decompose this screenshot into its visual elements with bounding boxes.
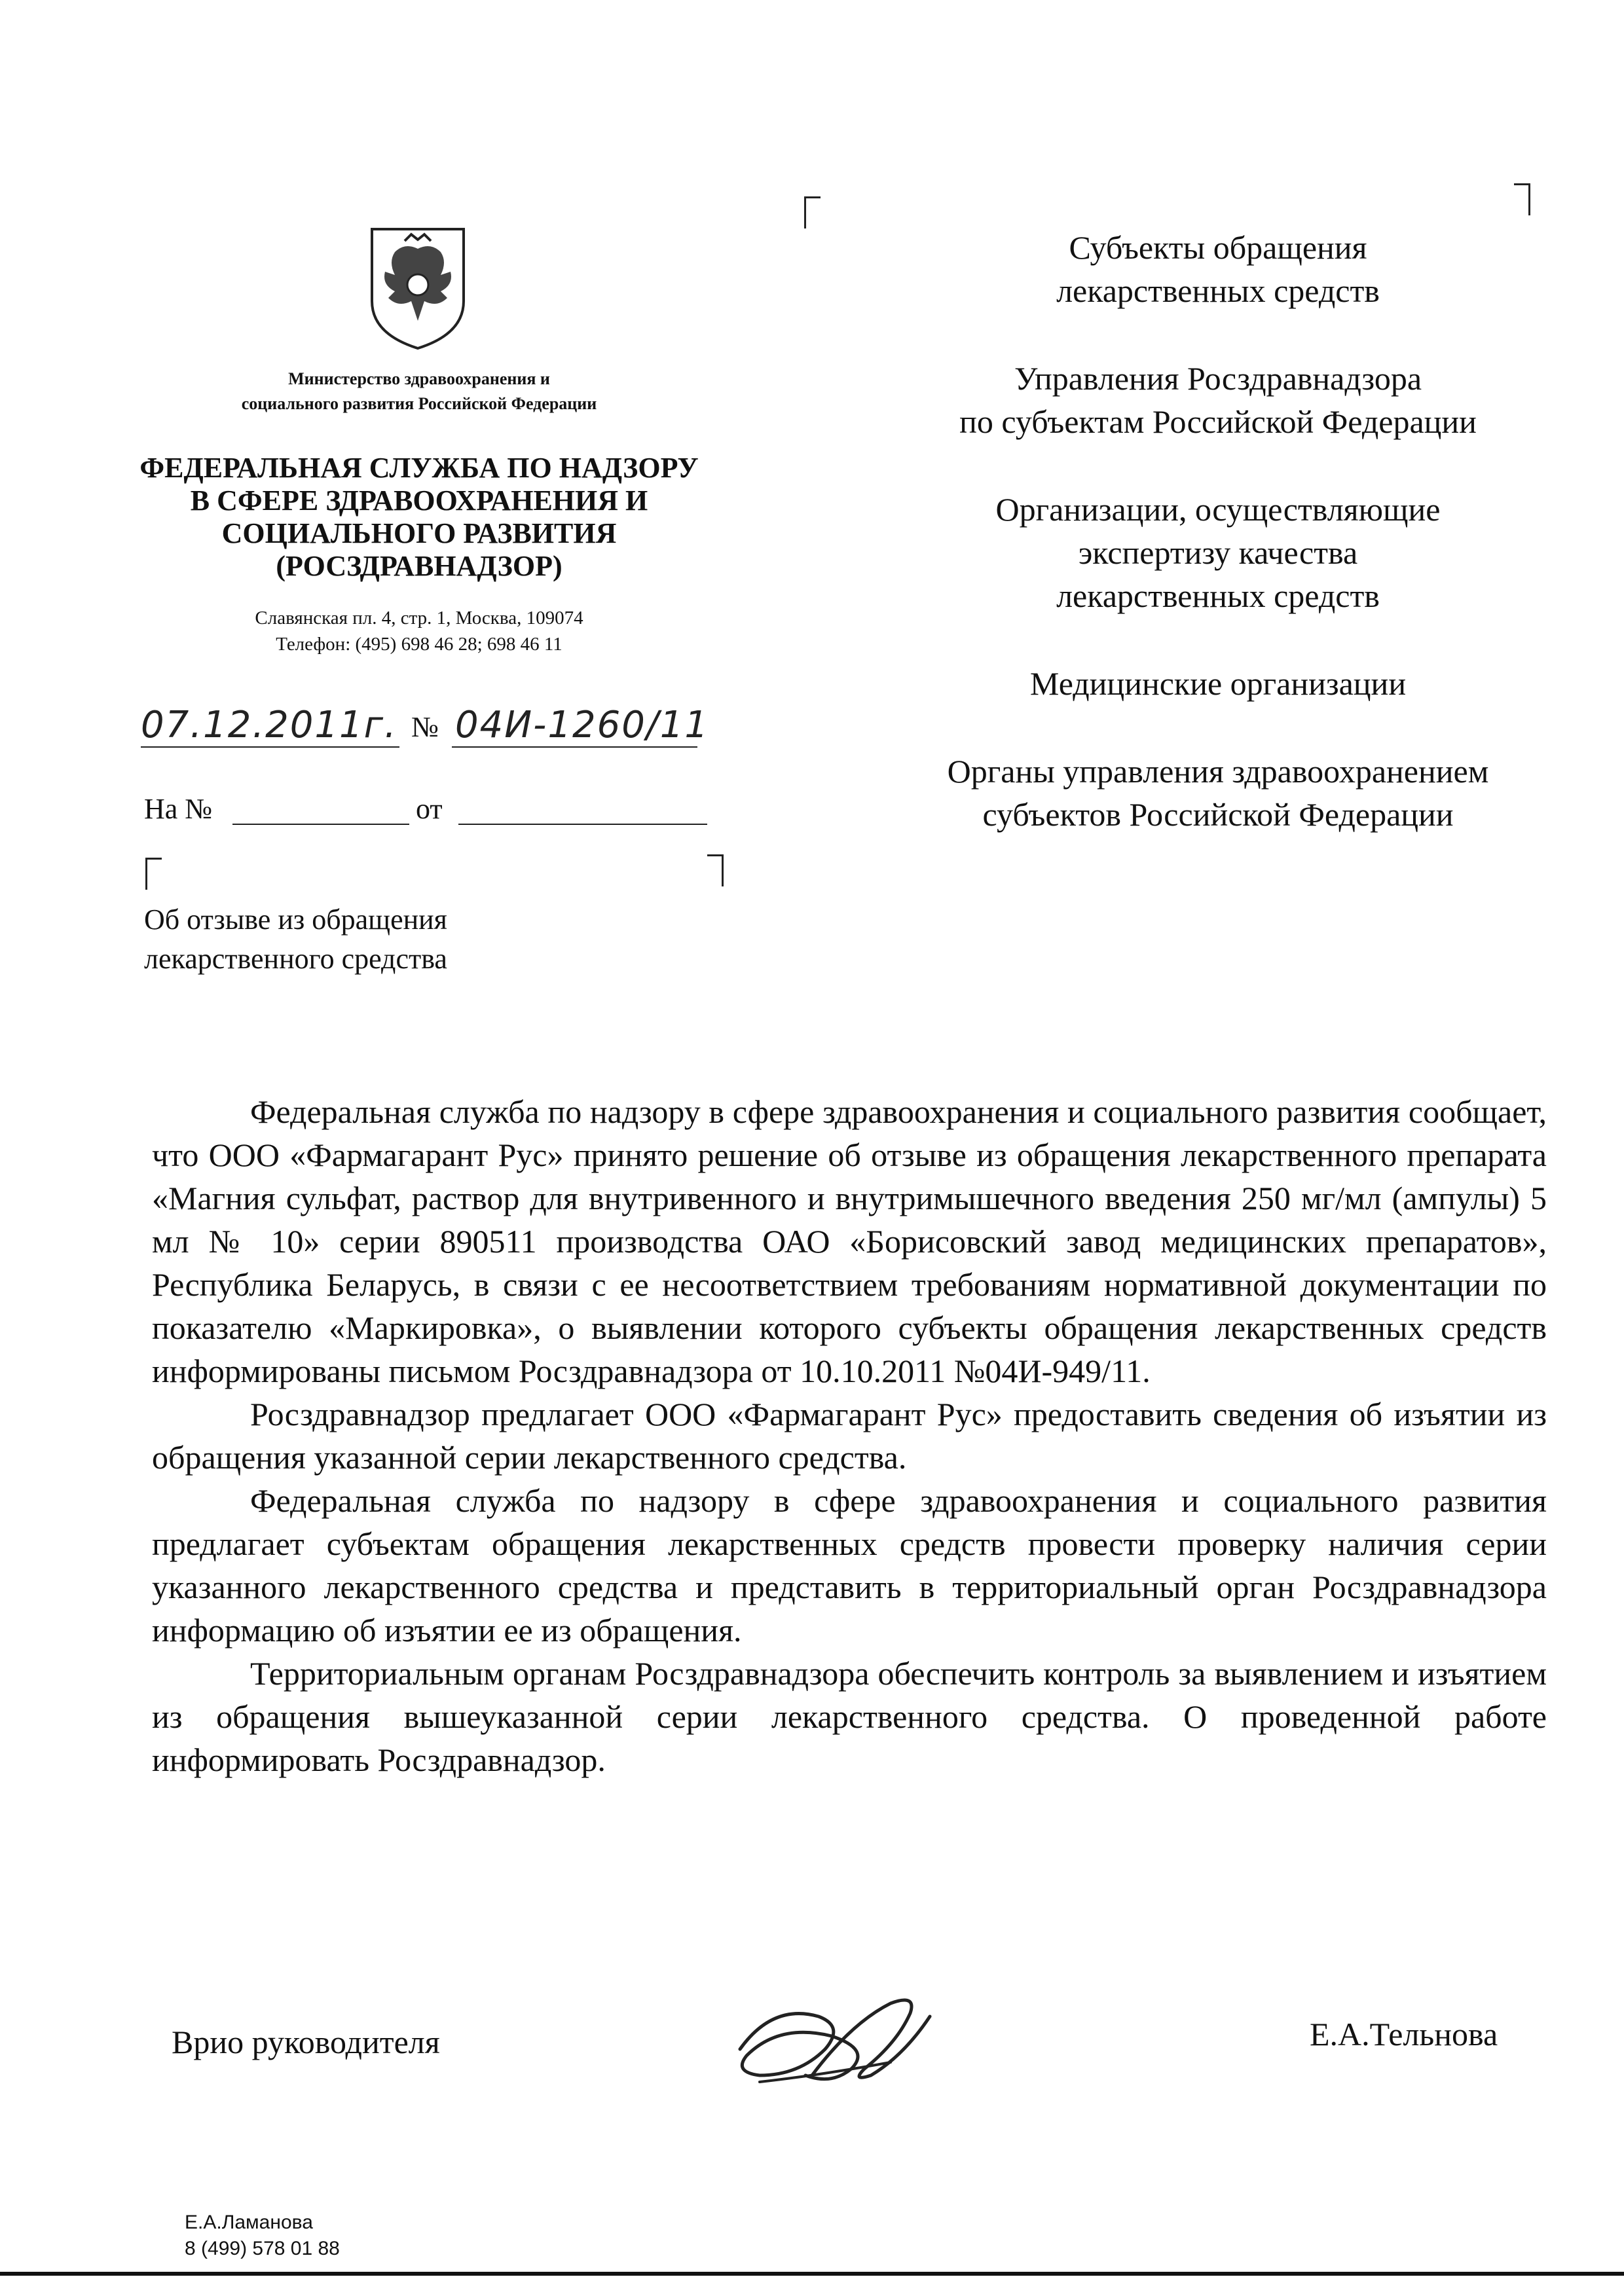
addressee-group [871, 226, 1565, 312]
executor-info [185, 2210, 340, 2262]
addressee-line: лекарственных средств [1056, 272, 1380, 309]
subject-bracket-left [145, 858, 162, 890]
body-paragraph-2: Росздравнадзор предлагает ООО «Фармагарант Рус» предоставить сведения об изъятии из обращения указанной серии лекарственного средства. [152, 1396, 1547, 1476]
service-line-3: СОЦИАЛЬНОГО РАЗВИТИЯ [221, 517, 617, 549]
addressee-line: Органы управления здравоохранением [947, 753, 1489, 790]
phone-line: Телефон: (495) 698 46 28; 698 46 11 [276, 634, 563, 655]
addressee-line: лекарственных средств [1056, 577, 1380, 614]
addressee-line: Управления Росздравнадзора [1014, 360, 1422, 397]
addressee-line: Субъекты обращения [1069, 229, 1367, 266]
executor-phone: 8 (499) 578 01 88 [185, 2238, 340, 2259]
service-line-1: ФЕДЕРАЛЬНАЯ СЛУЖБА ПО НАДЗОРУ [139, 452, 699, 484]
letter-subject [144, 900, 447, 979]
ref-number-line [232, 824, 409, 825]
addressee-block [871, 226, 1565, 881]
addressee-group [871, 750, 1565, 836]
subject-bracket-right [707, 854, 724, 886]
reg-number-label: № [411, 711, 439, 743]
addressee-bracket-right [1514, 183, 1530, 215]
addressee-group [871, 357, 1565, 443]
reg-number-line [452, 746, 697, 748]
addressee-line: Медицинские организации [1029, 665, 1407, 702]
addressee-bracket-left [804, 196, 821, 228]
signatory-role: Врио руководителя [172, 2024, 440, 2060]
ministry-line-1: Министерство здравоохранения и [288, 369, 550, 388]
address-line: Славянская пл. 4, стр. 1, Москва, 109074 [255, 608, 583, 629]
service-line-4: (РОСЗДРАВНАДЗОР) [276, 550, 563, 582]
body-paragraph-4: Территориальным органам Росздравнадзора обеспечить контроль за выявлением и изъятием из обращения вышеуказанной серии лекарственного средства. О проведенной работе информировать Росздравнадзор. [152, 1655, 1547, 1778]
service-line-2: В СФЕРЕ ЗДРАВООХРАНЕНИЯ И [190, 484, 648, 517]
ministry-name [118, 367, 720, 416]
body-paragraph-1: Федеральная служба по надзору в сфере здравоохранения и социального развития сообщает, что ООО «Фармагарант Рус» принято решение об отзыве из обращения лекарственного препарата «Магния сульфат, раствор для внутривенного и внутримышечного введения 250 мг/мл (ампулы) 5 мл № 10» серии 890511 производства ОАО «Борисовский завод медицинских препаратов», Республика Беларусь, в связи с ее несоответствием требованиям нормативной документации по показателю «Маркировка», о выявлении которого субъекты обращения лекарственных средств информированы письмом Росздравнадзора от 10.10.2011 №04И-949/11. [152, 1093, 1547, 1389]
subject-line-2: лекарственного средства [144, 943, 447, 975]
addressee-group [871, 662, 1565, 705]
addressee-line: Организации, осуществляющие [995, 491, 1441, 528]
letter-body [152, 1090, 1547, 1781]
from-label: от [416, 793, 443, 825]
addressee-line: по субъектам Российской Федерации [959, 403, 1477, 440]
signatory-name: Е.А.Тельнова [1310, 2016, 1498, 2052]
handwritten-signature [720, 1977, 943, 2108]
reg-date: 07.12.2011г. [141, 704, 397, 746]
body-paragraph-3: Федеральная служба по надзору в сфере здравоохранения и социального развития предлагает субъектам обращения лекарственных средств провести проверку наличия серии указанного лекарственного средства и представить в территориальный орган Росздравнадзора информацию об изъятии ее из обращения. [152, 1482, 1547, 1649]
service-name [111, 452, 727, 583]
coat-of-arms-emblem [359, 223, 477, 354]
reg-number: 04И-1260/11 [455, 704, 709, 746]
subject-line-1: Об отзыве из обращения [144, 903, 447, 936]
addressee-group [871, 488, 1565, 617]
bottom-scan-edge [0, 2272, 1624, 2276]
addressee-line: экспертизу качества [1078, 534, 1358, 571]
addressee-line: субъектов Российской Федерации [982, 796, 1454, 833]
service-address [118, 605, 720, 657]
executor-name: Е.А.Ламанова [185, 2212, 313, 2233]
ministry-line-2: социального развития Российской Федерации [241, 394, 597, 413]
ref-label: На № [144, 793, 213, 825]
from-date-line [458, 824, 707, 825]
reg-date-line [141, 746, 399, 748]
